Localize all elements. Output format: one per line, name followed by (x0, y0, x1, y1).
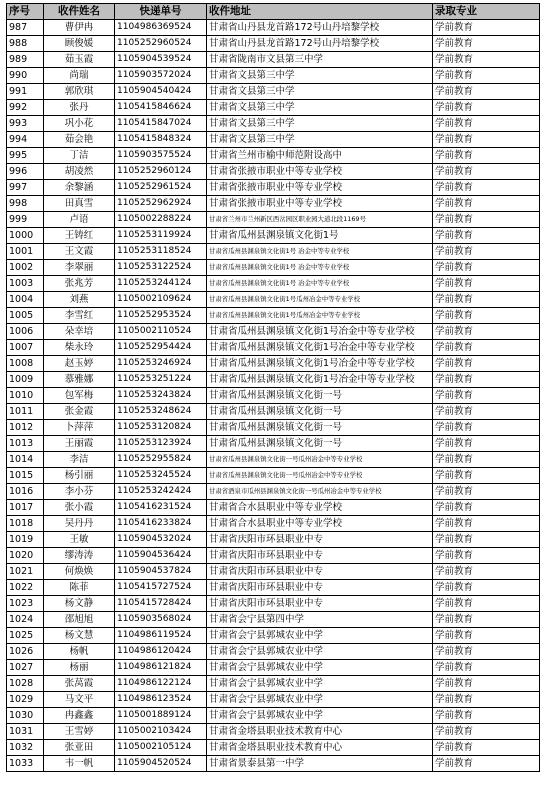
cell-tracking-number: 1105252960124 (115, 164, 207, 180)
cell-index: 1024 (7, 612, 44, 628)
header-recipient-name: 收件姓名 (44, 4, 115, 20)
cell-major: 学前教育 (433, 740, 540, 756)
cell-tracking-number: 1105903568024 (115, 612, 207, 628)
cell-tracking-number: 1104986120424 (115, 644, 207, 660)
cell-major: 学前教育 (433, 356, 540, 372)
table-row (7, 628, 540, 644)
table-row (7, 644, 540, 660)
cell-recipient-name: 郭欣琪 (44, 84, 115, 100)
table-row (7, 148, 540, 164)
cell-major: 学前教育 (433, 724, 540, 740)
table-row (7, 500, 540, 516)
cell-address: 甘肃省瓜州县渊泉镇文化街1号瓜州冶金中等专业学校 (207, 292, 433, 308)
cell-index: 1021 (7, 564, 44, 580)
cell-recipient-name: 李翠丽 (44, 260, 115, 276)
cell-major: 学前教育 (433, 212, 540, 228)
cell-tracking-number: 1105415848324 (115, 132, 207, 148)
cell-tracking-number: 1105416231524 (115, 500, 207, 516)
cell-recipient-name: 张金霞 (44, 404, 115, 420)
table-row (7, 212, 540, 228)
cell-tracking-number: 1105001889124 (115, 708, 207, 724)
cell-major: 学前教育 (433, 628, 540, 644)
cell-index: 1031 (7, 724, 44, 740)
cell-index: 1002 (7, 260, 44, 276)
cell-major: 学前教育 (433, 500, 540, 516)
cell-tracking-number: 1105904539524 (115, 52, 207, 68)
cell-address: 甘肃省会宁县郭城农业中学 (207, 660, 433, 676)
cell-major: 学前教育 (433, 548, 540, 564)
table-row (7, 452, 540, 468)
cell-recipient-name: 田真雪 (44, 196, 115, 212)
cell-recipient-name: 慕雅娜 (44, 372, 115, 388)
cell-address: 甘肃省瓜州县渊泉镇文化街一号瓜州冶金中等专业学校 (207, 468, 433, 484)
cell-address: 甘肃省瓜州县渊泉镇文化街一号 (207, 436, 433, 452)
cell-major: 学前教育 (433, 484, 540, 500)
cell-recipient-name: 王文霞 (44, 244, 115, 260)
cell-address: 甘肃省会宁县郭城农业中学 (207, 692, 433, 708)
cell-tracking-number: 1105416233824 (115, 516, 207, 532)
cell-tracking-number: 1105252961524 (115, 180, 207, 196)
table-row (7, 612, 540, 628)
table-row (7, 548, 540, 564)
cell-index: 1033 (7, 756, 44, 772)
cell-tracking-number: 1105904520524 (115, 756, 207, 772)
table-row (7, 372, 540, 388)
cell-tracking-number: 1105904536424 (115, 548, 207, 564)
header-major: 录取专业 (433, 4, 540, 20)
cell-tracking-number: 1105903575524 (115, 148, 207, 164)
cell-index: 990 (7, 68, 44, 84)
cell-recipient-name: 张莴霞 (44, 676, 115, 692)
cell-tracking-number: 1105904537824 (115, 564, 207, 580)
cell-address: 甘肃省庆阳市环县职业中专 (207, 532, 433, 548)
cell-recipient-name: 余黎涵 (44, 180, 115, 196)
cell-recipient-name: 吴丹丹 (44, 516, 115, 532)
cell-address: 甘肃省山丹县龙首路172号山丹培黎学校 (207, 20, 433, 36)
table-row (7, 356, 540, 372)
cell-address: 甘肃省瓜州县渊泉镇文化街1号 (207, 228, 433, 244)
table-row (7, 52, 540, 68)
cell-index: 1008 (7, 356, 44, 372)
cell-recipient-name: 尚瑞 (44, 68, 115, 84)
cell-major: 学前教育 (433, 20, 540, 36)
cell-index: 1030 (7, 708, 44, 724)
cell-tracking-number: 1105415846624 (115, 100, 207, 116)
cell-recipient-name: 巩小花 (44, 116, 115, 132)
table-row (7, 468, 540, 484)
cell-index: 1012 (7, 420, 44, 436)
cell-recipient-name: 王铸红 (44, 228, 115, 244)
cell-recipient-name: 杨引丽 (44, 468, 115, 484)
cell-recipient-name: 包军梅 (44, 388, 115, 404)
cell-recipient-name: 柴永玲 (44, 340, 115, 356)
cell-tracking-number: 1105904540424 (115, 84, 207, 100)
cell-index: 998 (7, 196, 44, 212)
cell-tracking-number: 1105253246924 (115, 356, 207, 372)
cell-index: 1018 (7, 516, 44, 532)
cell-address: 甘肃省文县第三中学 (207, 116, 433, 132)
cell-index: 996 (7, 164, 44, 180)
cell-tracking-number: 1104986121824 (115, 660, 207, 676)
header-address: 收件地址 (207, 4, 433, 20)
cell-address: 甘肃省会宁县郭城农业中学 (207, 628, 433, 644)
cell-tracking-number: 1105253118524 (115, 244, 207, 260)
table-body (7, 20, 540, 772)
cell-recipient-name: 李小芬 (44, 484, 115, 500)
cell-address: 甘肃省合水县职业中等专业学校 (207, 500, 433, 516)
header-index: 序号 (7, 4, 44, 20)
header-row (7, 4, 540, 20)
table-row (7, 308, 540, 324)
cell-address: 甘肃省瓜州县渊泉镇文化街1号冶金中等专业学校 (207, 340, 433, 356)
cell-recipient-name: 曹伊冉 (44, 20, 115, 36)
table-row (7, 276, 540, 292)
cell-address: 甘肃省金塔县职业技术教育中心 (207, 740, 433, 756)
cell-recipient-name: 王丽霞 (44, 436, 115, 452)
cell-index: 987 (7, 20, 44, 36)
cell-major: 学前教育 (433, 276, 540, 292)
cell-tracking-number: 1105253245524 (115, 468, 207, 484)
cell-address: 甘肃省陇南市文县第三中学 (207, 52, 433, 68)
table-row (7, 196, 540, 212)
cell-major: 学前教育 (433, 532, 540, 548)
cell-major: 学前教育 (433, 644, 540, 660)
cell-index: 1010 (7, 388, 44, 404)
cell-tracking-number: 1105252955824 (115, 452, 207, 468)
cell-recipient-name: 王敏 (44, 532, 115, 548)
cell-recipient-name: 马文平 (44, 692, 115, 708)
cell-recipient-name: 陈菲 (44, 580, 115, 596)
cell-recipient-name: 卢语 (44, 212, 115, 228)
table-row (7, 116, 540, 132)
table-row (7, 756, 540, 772)
cell-major: 学前教育 (433, 468, 540, 484)
table-row (7, 532, 540, 548)
table-row (7, 164, 540, 180)
cell-major: 学前教育 (433, 196, 540, 212)
table-row (7, 708, 540, 724)
cell-major: 学前教育 (433, 580, 540, 596)
cell-major: 学前教育 (433, 68, 540, 84)
cell-major: 学前教育 (433, 84, 540, 100)
cell-index: 1022 (7, 580, 44, 596)
table-row (7, 228, 540, 244)
table-row (7, 388, 540, 404)
cell-recipient-name: 何焕焕 (44, 564, 115, 580)
cell-address: 甘肃省景泰县第一中学 (207, 756, 433, 772)
cell-tracking-number: 1104986123524 (115, 692, 207, 708)
cell-address: 甘肃省瓜州县渊泉镇文化街1号 冶金中等专业学校 (207, 244, 433, 260)
table-row (7, 420, 540, 436)
cell-address: 甘肃省金塔县职业技术教育中心 (207, 724, 433, 740)
cell-address: 甘肃省瓜州县渊泉镇文化街一号 (207, 420, 433, 436)
table-row (7, 596, 540, 612)
cell-index: 1015 (7, 468, 44, 484)
cell-address: 甘肃省庆阳市环县职业中专 (207, 580, 433, 596)
cell-index: 1023 (7, 596, 44, 612)
cell-address: 甘肃省合水县职业中等专业学校 (207, 516, 433, 532)
cell-address: 甘肃省兰州市榆中师范附设高中 (207, 148, 433, 164)
table-row (7, 676, 540, 692)
cell-recipient-name: 朵幸培 (44, 324, 115, 340)
cell-tracking-number: 1105002103424 (115, 724, 207, 740)
shipping-table (6, 3, 540, 772)
cell-tracking-number: 1105253243824 (115, 388, 207, 404)
cell-index: 1020 (7, 548, 44, 564)
cell-recipient-name: 张小霞 (44, 500, 115, 516)
table-row (7, 132, 540, 148)
table-row (7, 436, 540, 452)
cell-address: 甘肃省会宁县第四中学 (207, 612, 433, 628)
cell-index: 1016 (7, 484, 44, 500)
cell-major: 学前教育 (433, 164, 540, 180)
cell-address: 甘肃省张掖市职业中等专业学校 (207, 164, 433, 180)
cell-tracking-number: 1105904532024 (115, 532, 207, 548)
cell-index: 1004 (7, 292, 44, 308)
cell-address: 甘肃省瓜州县渊泉镇文化街1号 冶金中等专业学校 (207, 276, 433, 292)
cell-recipient-name: 茹会艳 (44, 132, 115, 148)
cell-tracking-number: 1105252962924 (115, 196, 207, 212)
cell-address: 甘肃省瓜州县渊泉镇文化街1号瓜州冶金中等专业学校 (207, 308, 433, 324)
cell-major: 学前教育 (433, 148, 540, 164)
cell-tracking-number: 1105415728424 (115, 596, 207, 612)
cell-index: 1028 (7, 676, 44, 692)
cell-address: 甘肃省会宁县郭城农业中学 (207, 676, 433, 692)
cell-major: 学前教育 (433, 692, 540, 708)
cell-index: 997 (7, 180, 44, 196)
cell-tracking-number: 1105002105124 (115, 740, 207, 756)
cell-tracking-number: 1105002109624 (115, 292, 207, 308)
cell-major: 学前教育 (433, 596, 540, 612)
cell-address: 甘肃省会宁县郭城农业中学 (207, 708, 433, 724)
cell-recipient-name: 王雪婷 (44, 724, 115, 740)
table-row (7, 260, 540, 276)
cell-major: 学前教育 (433, 132, 540, 148)
cell-index: 993 (7, 116, 44, 132)
cell-recipient-name: 顾俊媛 (44, 36, 115, 52)
table-row (7, 724, 540, 740)
cell-index: 992 (7, 100, 44, 116)
cell-recipient-name: 卜萍萍 (44, 420, 115, 436)
cell-recipient-name: 张兆芳 (44, 276, 115, 292)
cell-recipient-name: 赵玉婷 (44, 356, 115, 372)
cell-address: 甘肃省瓜州县渊泉镇文化街一号 (207, 388, 433, 404)
cell-recipient-name: 刘燕 (44, 292, 115, 308)
cell-recipient-name: 丁洁 (44, 148, 115, 164)
table-row (7, 100, 540, 116)
cell-major: 学前教育 (433, 340, 540, 356)
cell-address: 甘肃省兰州市兰州新区西岔园区职业园大道北段1169号 (207, 212, 433, 228)
cell-major: 学前教育 (433, 516, 540, 532)
cell-tracking-number: 1105252960524 (115, 36, 207, 52)
cell-tracking-number: 1105903572024 (115, 68, 207, 84)
cell-major: 学前教育 (433, 292, 540, 308)
cell-index: 1029 (7, 692, 44, 708)
cell-address: 甘肃省文县第三中学 (207, 132, 433, 148)
table-row (7, 692, 540, 708)
table-row (7, 564, 540, 580)
cell-major: 学前教育 (433, 420, 540, 436)
cell-address: 甘肃省山丹县龙首路172号山丹培黎学校 (207, 36, 433, 52)
cell-index: 1000 (7, 228, 44, 244)
cell-address: 甘肃省张掖市职业中等专业学校 (207, 180, 433, 196)
cell-major: 学前教育 (433, 100, 540, 116)
cell-index: 999 (7, 212, 44, 228)
cell-address: 甘肃省文县第三中学 (207, 84, 433, 100)
cell-major: 学前教育 (433, 612, 540, 628)
cell-major: 学前教育 (433, 372, 540, 388)
cell-tracking-number: 1105253251224 (115, 372, 207, 388)
cell-index: 989 (7, 52, 44, 68)
table-row (7, 484, 540, 500)
cell-tracking-number: 1104986122124 (115, 676, 207, 692)
cell-major: 学前教育 (433, 180, 540, 196)
cell-address: 甘肃省酒泉市瓜州县渊泉镇文化街一号瓜州冶金中等专业学校 (207, 484, 433, 500)
cell-tracking-number: 1104986369524 (115, 20, 207, 36)
table-row (7, 292, 540, 308)
cell-index: 1026 (7, 644, 44, 660)
cell-index: 1011 (7, 404, 44, 420)
cell-tracking-number: 1105252954424 (115, 340, 207, 356)
cell-major: 学前教育 (433, 260, 540, 276)
cell-index: 1013 (7, 436, 44, 452)
cell-address: 甘肃省文县第三中学 (207, 68, 433, 84)
cell-address: 甘肃省瓜州县渊泉镇文化街1号 冶金中等专业学校 (207, 260, 433, 276)
cell-major: 学前教育 (433, 756, 540, 772)
table-row (7, 84, 540, 100)
cell-tracking-number: 1105253248624 (115, 404, 207, 420)
cell-major: 学前教育 (433, 324, 540, 340)
cell-major: 学前教育 (433, 388, 540, 404)
cell-major: 学前教育 (433, 676, 540, 692)
cell-tracking-number: 1105253123924 (115, 436, 207, 452)
cell-recipient-name: 杨丽 (44, 660, 115, 676)
cell-index: 1017 (7, 500, 44, 516)
cell-recipient-name: 张亚田 (44, 740, 115, 756)
table-row (7, 180, 540, 196)
cell-tracking-number: 1105002110524 (115, 324, 207, 340)
cell-index: 1025 (7, 628, 44, 644)
cell-major: 学前教育 (433, 116, 540, 132)
cell-address: 甘肃省瓜州县渊泉镇文化街1号冶金中等专业学校 (207, 372, 433, 388)
cell-address: 甘肃省瓜州县渊泉镇文化街1号冶金中等专业学校 (207, 356, 433, 372)
table-row (7, 20, 540, 36)
cell-recipient-name: 韦一帆 (44, 756, 115, 772)
cell-recipient-name: 张丹 (44, 100, 115, 116)
cell-index: 1027 (7, 660, 44, 676)
cell-index: 1032 (7, 740, 44, 756)
cell-index: 1007 (7, 340, 44, 356)
cell-address: 甘肃省庆阳市环县职业中专 (207, 548, 433, 564)
table-row (7, 740, 540, 756)
cell-address: 甘肃省庆阳市环县职业中专 (207, 596, 433, 612)
cell-recipient-name: 杨帆 (44, 644, 115, 660)
cell-tracking-number: 1105253119924 (115, 228, 207, 244)
cell-major: 学前教育 (433, 452, 540, 468)
cell-major: 学前教育 (433, 708, 540, 724)
cell-recipient-name: 缪涛涛 (44, 548, 115, 564)
table-row (7, 516, 540, 532)
table-row (7, 68, 540, 84)
cell-recipient-name: 邵旭旭 (44, 612, 115, 628)
cell-tracking-number: 1105415847024 (115, 116, 207, 132)
cell-major: 学前教育 (433, 564, 540, 580)
cell-address: 甘肃省文县第三中学 (207, 100, 433, 116)
cell-index: 1014 (7, 452, 44, 468)
cell-address: 甘肃省瓜州县渊泉镇文化街一号 (207, 404, 433, 420)
cell-major: 学前教育 (433, 404, 540, 420)
cell-index: 1019 (7, 532, 44, 548)
cell-address: 甘肃省张掖市职业中等专业学校 (207, 196, 433, 212)
cell-tracking-number: 1105253244124 (115, 276, 207, 292)
header-tracking-number: 快递单号 (115, 4, 207, 20)
cell-tracking-number: 1105253242424 (115, 484, 207, 500)
cell-index: 991 (7, 84, 44, 100)
cell-address: 甘肃省瓜州县渊泉镇文化街1号冶金中等专业学校 (207, 324, 433, 340)
cell-index: 994 (7, 132, 44, 148)
cell-index: 1003 (7, 276, 44, 292)
cell-address: 甘肃省瓜州县渊泉镇文化街一号瓜州冶金中等专业学校 (207, 452, 433, 468)
cell-major: 学前教育 (433, 228, 540, 244)
cell-major: 学前教育 (433, 436, 540, 452)
cell-tracking-number: 1105252953524 (115, 308, 207, 324)
cell-major: 学前教育 (433, 52, 540, 68)
cell-tracking-number: 1105253120824 (115, 420, 207, 436)
cell-recipient-name: 冉鑫鑫 (44, 708, 115, 724)
cell-address: 甘肃省庆阳市环县职业中专 (207, 564, 433, 580)
table-row (7, 404, 540, 420)
cell-tracking-number: 1104986119524 (115, 628, 207, 644)
cell-index: 1005 (7, 308, 44, 324)
cell-index: 1006 (7, 324, 44, 340)
table-row (7, 36, 540, 52)
table-row (7, 580, 540, 596)
cell-index: 1001 (7, 244, 44, 260)
cell-tracking-number: 1105002288224 (115, 212, 207, 228)
cell-recipient-name: 李雪红 (44, 308, 115, 324)
cell-recipient-name: 茹玉霞 (44, 52, 115, 68)
table-row (7, 340, 540, 356)
cell-index: 988 (7, 36, 44, 52)
cell-recipient-name: 胡凌然 (44, 164, 115, 180)
cell-major: 学前教育 (433, 244, 540, 260)
cell-recipient-name: 杨文静 (44, 596, 115, 612)
cell-address: 甘肃省会宁县郭城农业中学 (207, 644, 433, 660)
cell-major: 学前教育 (433, 36, 540, 52)
table-row (7, 244, 540, 260)
cell-major: 学前教育 (433, 308, 540, 324)
cell-tracking-number: 1105415727524 (115, 580, 207, 596)
cell-major: 学前教育 (433, 660, 540, 676)
cell-recipient-name: 杨文慧 (44, 628, 115, 644)
cell-recipient-name: 李洁 (44, 452, 115, 468)
cell-tracking-number: 1105253122524 (115, 260, 207, 276)
cell-index: 1009 (7, 372, 44, 388)
table-row (7, 660, 540, 676)
cell-index: 995 (7, 148, 44, 164)
table-row (7, 324, 540, 340)
